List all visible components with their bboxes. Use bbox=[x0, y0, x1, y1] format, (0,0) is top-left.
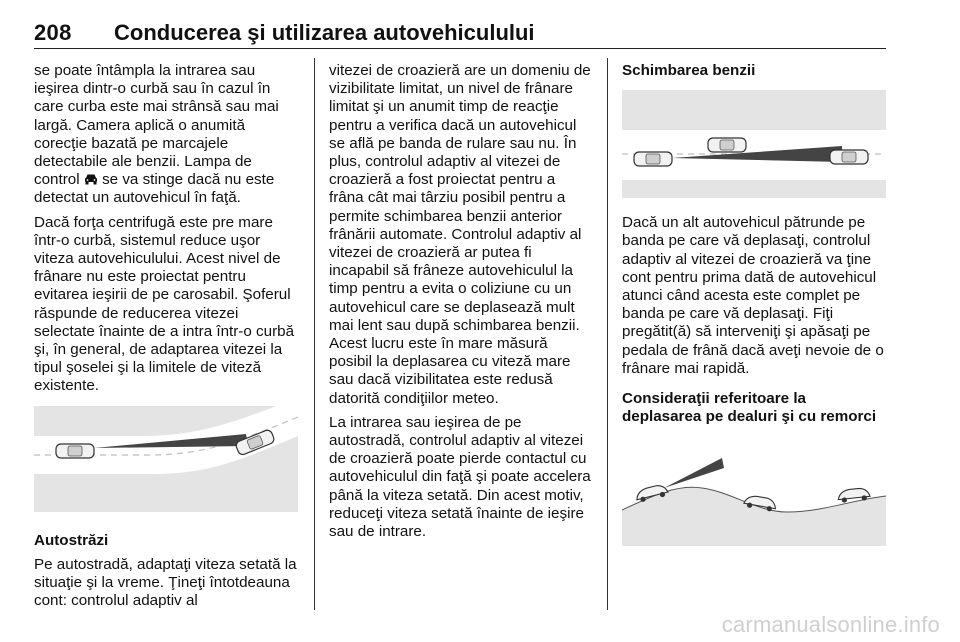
page-number: 208 bbox=[34, 20, 72, 45]
column-divider bbox=[314, 58, 315, 610]
own-car-icon bbox=[634, 152, 672, 166]
paragraph: Dacă un alt autovehicul pătrunde pe banda pe care vă deplasaţi, controlul adaptiv al vitezei de croazieră va ţine cont pentru prima dată de autovehicul atunci când acesta este complet pe banda pe care vă deplasaţi. Fiţi pregătit(ă) să interveniţi şi apăsaţi pe pedala de frână dacă aveţi nevoie de o frânare mai rapidă. bbox=[622, 214, 884, 377]
leading-car-icon bbox=[830, 150, 868, 164]
paragraph-text: se va stinge dacă nu este detectat un autovehicul în faţă. bbox=[34, 171, 275, 207]
curve-illustration bbox=[34, 406, 300, 512]
column-middle bbox=[329, 62, 594, 547]
car-ahead-icon bbox=[84, 172, 98, 184]
section-heading: Schimbarea benzii bbox=[622, 62, 756, 79]
hills-illustration bbox=[622, 436, 888, 546]
own-car-icon bbox=[56, 444, 94, 458]
page-header bbox=[34, 8, 886, 49]
paragraph: Dacă forţa centrifugă este pre mare într-o curbă, sistemul reduce uşor viteza autovehiculului. Acest nivel de frânare nu este proiectat pentru evitarea ieşirii de pe carosabil. Şoferul răspunde de reducerea vitezei selectate înainte de a intra într-o curbă şi, în general, de adaptarea vitezei la tipul şoselei şi la limitele de viteză existente. bbox=[34, 213, 295, 395]
paragraph bbox=[34, 62, 300, 208]
lane-change-illustration bbox=[622, 90, 888, 198]
column-divider bbox=[607, 58, 608, 610]
paragraph-text: se poate întâmpla la intrarea sau ieşirea dintr-o curbă sau în cazul în care curba este mai strânsă sau mai largă. Camera aplică o anumită corecţie bazată pe marcajele detectabile ale benzii. Lampa de control bbox=[34, 62, 279, 189]
section-heading: Autostrăzi bbox=[34, 531, 109, 549]
section-heading: Consideraţii referitoare la deplasarea pe dealuri şi cu remorci bbox=[622, 390, 877, 426]
watermark: carmanualsonline.info bbox=[721, 612, 940, 637]
column-right bbox=[622, 62, 888, 546]
page-title: Conducerea şi utilizarea autovehiculului bbox=[114, 20, 535, 45]
cutting-in-car-icon bbox=[708, 138, 746, 152]
column-left bbox=[34, 62, 300, 616]
paragraph: vitezei de croazieră are un domeniu de vizibilitate limitat, un nivel de frânare limitat şi un anumit timp de reacţie pentru a verifica dacă un autovehicul se află pe banda de rulare sau nu. În plus, controlul adaptiv al vitezei de croazieră a fost proiectat pentru a frâna cât mai târziu posibil pentru a permite schimbarea benzii anterior frânării automate. Controlul adaptiv al vitezei de croazieră ar putea fi incapabil să frâneze autovehiculul la timp pentru a evita o coliziune cu un autovehicul care se deplasează mult mai lent sau după schimbarea benzii. Acest lucru este în mare măsură posibil la deplasarea cu viteză mare sau dacă vizibilitatea este redusă datorită condiţiilor meteo. bbox=[329, 62, 591, 407]
paragraph: Pe autostradă, adaptaţi viteza setată la situaţie şi la vreme. Ţineţi întotdeauna cont: controlul adaptiv al bbox=[34, 555, 297, 610]
paragraph: La intrarea sau ieşirea de pe autostradă, controlul adaptiv al vitezei de croazieră poate pierde contactul cu autovehiculul din faţă şi poate accelera până la viteza setată. Din acest motiv, reduceţi viteza setată înainte de ieşire sau de intrare. bbox=[329, 413, 591, 541]
